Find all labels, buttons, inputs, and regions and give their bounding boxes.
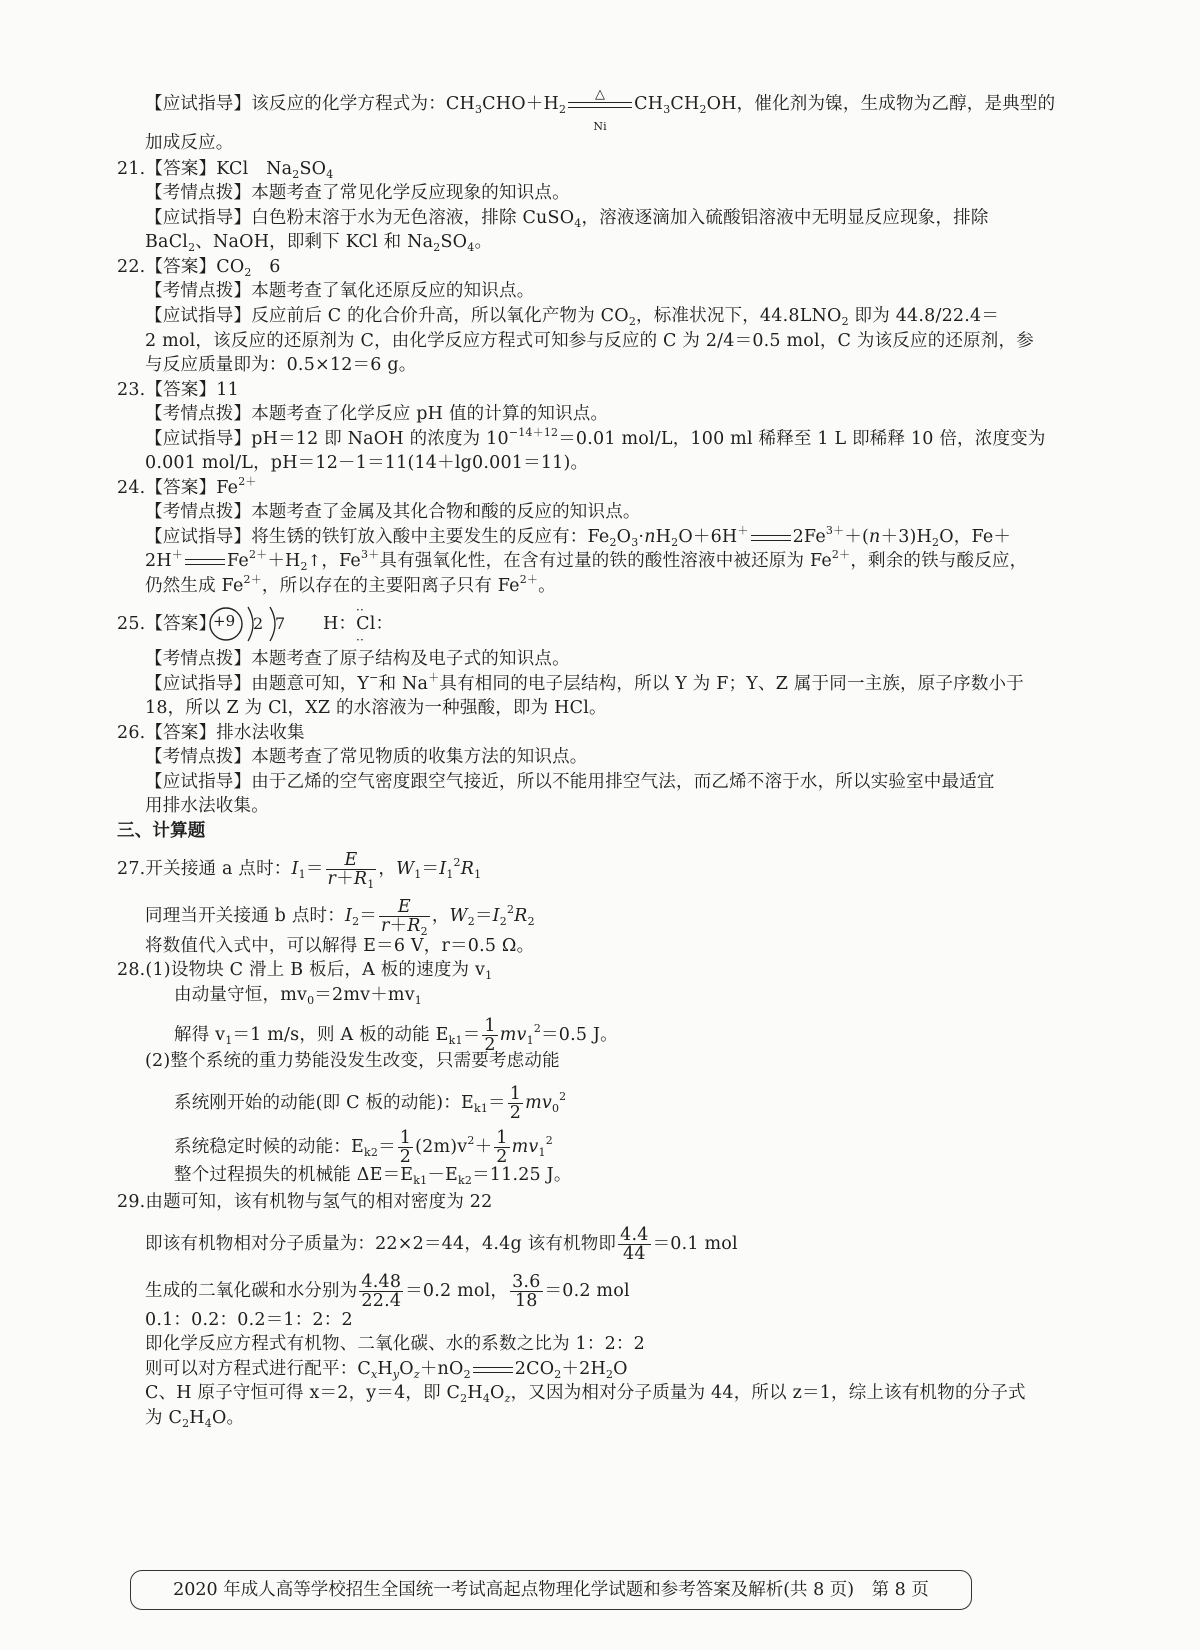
q29-line-1: 29.由题可知，该有机物与氢气的相对密度为 22 (117, 1192, 493, 1212)
equation-equals-sign (473, 1367, 513, 1373)
q26-answer: 26.【答案】排水法收集 (117, 723, 305, 743)
q24-exam-point: 【考情点拨】本题考查了金属及其化合物和酸的反应的知识点。 (145, 502, 641, 522)
top-guide-line-2: 加成反应。 (145, 133, 234, 153)
q28-line-4: (2)整个系统的重力势能没发生改变，只需要考虑动能 (145, 1051, 560, 1071)
q24-guide-1: 【应试指导】将生锈的铁钉放入酸中主要发生的反应有：$Fe_2O_3\cdot nH_2O+6H^+$ $2Fe^{3+}+(n+3)H_2O$，Fe＋ (145, 524, 1012, 549)
q28-line-1: 28.(1)设物块 C 滑上 B 板后，A 板的速度为 $v_1$ (117, 960, 493, 982)
q28-line-7: 整个过程损失的机械能 $\Delta E=E_{k1}-E_{k2}=11.25$ J。 (174, 1165, 572, 1187)
equation-equals-sign (185, 559, 225, 565)
q21-guide-1: 【应试指导】白色粉末溶于水为无色溶液，排除 CuSO$_4$，溶液逐滴加入硫酸铝溶液中无明显反应现象，排除 (145, 208, 989, 230)
q29-line-7: C、H 原子守恒可得 x＝2，y＝4，即 $C_2H_4O_z$，又因为相对分子质量为 44，所以 z＝1，综上该有机物的分子式 (145, 1383, 1026, 1405)
q28-line-5: 系统刚开始的动能(即 C 板的动能)：$E_{k1}=$ $\frac{1}{2}$ $mv_0^2$ (174, 1084, 567, 1123)
q29-line-2: 即该有机物相对分子质量为：22×2＝44，4.4g 该有机物即 $\frac{4.4}{44}$ ＝0.1 mol (145, 1225, 738, 1264)
q21-answer: 21.【答案】KCl $Na_2SO_4$ (117, 159, 334, 181)
q23-guide-1: 【应试指导】pH＝12 即 NaOH 的浓度为 $10^{-14+12}=0.01$ mol/L，100 ml 稀释至 1 L 即稀释 10 倍，浓度变为 (145, 426, 1046, 449)
q22-guide-3: 与反应质量即为：0.5×12＝6 g。 (145, 355, 417, 375)
q26-guide-2: 用排水法收集。 (145, 796, 269, 816)
q22-exam-point: 【考情点拨】本题考查了氧化还原反应的知识点。 (145, 281, 535, 301)
gas-arrow-icon: ↑ (307, 551, 322, 570)
q24-answer: 24.【答案】$Fe^{2+}$ (117, 475, 257, 498)
reaction-condition: △ Ni (566, 93, 634, 117)
q27-line-3: 将数值代入式中，可以解得 E＝6 V，r＝0.5 Ω。 (145, 936, 535, 956)
q22-answer: 22.【答案】$CO_2$ 6 (117, 257, 281, 279)
q27-line-1: 27.开关接通 a 点时：$I_1=$ $\frac{E}{r+R_1}$ ，$W_1=I_1^2R_1$ (117, 850, 482, 891)
equation-equals-sign (751, 535, 791, 541)
q26-guide-1: 【应试指导】由于乙烯的空气密度跟空气接近，所以不能用排空气法，而乙烯不溶于水，所以实验室中最适宜 (145, 772, 995, 792)
shell-1-electrons: 2 (253, 614, 264, 633)
q26-exam-point: 【考情点拨】本题考查了常见物质的收集方法的知识点。 (145, 747, 588, 767)
q21-guide-2: BaCl$_2$、NaOH，即剩下 KCl 和 $Na_2SO_4$。 (145, 232, 493, 254)
q29-line-3: 生成的二氧化碳和水分别为 $\frac{4.48}{22.4}$ ＝0.2 mol， $\frac{3.6}{18}$ ＝0.2 mol (145, 1272, 630, 1311)
q25-guide-2: 18，所以 Z 为 Cl，XZ 的水溶液为一种强酸，即为 HCl。 (145, 698, 607, 718)
electron-dot-formula: H：Cl： (323, 614, 394, 634)
page-footer: 2020 年成人高等学校招生全国统一考试高起点物理化学试题和参考答案及解析(共 8 页) 第 8 页 (130, 1570, 972, 1610)
q29-line-5: 即化学反应方程式有机物、二氧化碳、水的系数之比为 1：2：2 (145, 1334, 645, 1354)
q22-guide-2: 2 mol，该反应的还原剂为 C，由化学反应方程式可知参与反应的 C 为 2/4＝0.5 mol，C 为该反应的还原剂，参 (145, 331, 1034, 351)
q28-line-2: 由动量守恒，$mv_0=2mv+mv_1$ (174, 985, 422, 1007)
q29-line-8: 为 $C_2H_4O$。 (145, 1408, 245, 1430)
electron-dots-top: ·· (356, 603, 365, 617)
q28-line-6: 系统稳定时候的动能：$E_{k2}=$ $\frac{1}{2}$ $(2m)v^2+$ $\frac{1}{2}$ $mv_1^2$ (174, 1128, 553, 1167)
atomic-structure-diagram (206, 602, 296, 646)
q23-exam-point: 【考情点拨】本题考查了化学反应 pH 值的计算的知识点。 (145, 404, 609, 424)
shell-2-electrons: 7 (275, 614, 286, 633)
q21-exam-point: 【考情点拨】本题考查了常见化学反应现象的知识点。 (145, 183, 570, 203)
q25-exam-point: 【考情点拨】本题考查了原子结构及电子式的知识点。 (145, 649, 570, 669)
nucleus-charge: +9 (213, 612, 236, 630)
q25-answer: 25.【答案】 (117, 614, 217, 634)
electron-dots-bottom: ·· (356, 633, 365, 647)
q25-guide-1: 【应试指导】由题意可知，Y−和 Na＋具有相同的电子层结构，所以 Y 为 F；Y、Z 属于同一主族，原子序数小于 (145, 671, 1024, 694)
q28-line-3: 解得 $v_1=1$ m/s，则 A 板的动能 $E_{k1}=$ $\frac{1}{2}$ $mv_1^2=0.5$ J。 (174, 1016, 618, 1055)
q22-guide-1: 【应试指导】反应前后 C 的化合价升高，所以氧化产物为 $CO_2$，标准状况下，$44.8LNO_2$ 即为 44.8/22.4＝ (145, 306, 1000, 328)
q29-line-4: 0.1：0.2：0.2＝1：2：2 (145, 1310, 353, 1330)
q23-answer: 23.【答案】11 (117, 380, 239, 400)
q29-line-6: 则可以对方程式进行配平：$C_xH_yO_z+nO_2$ $2CO_2+2H_2O$ (145, 1359, 628, 1381)
q24-guide-3: 仍然生成 $Fe^{2+}$，所以存在的主要阳离子只有 $Fe^{2+}$。 (145, 573, 556, 596)
q24-guide-2: 2H＋ $Fe^{2+}+H_2↑$，$Fe^{3+}$具有强氧化性，在含有过量的铁的酸性溶液中被还原为 $Fe^{2+}$，剩余的铁与酸反应， (145, 548, 1028, 573)
q23-guide-2: 0.001 mol/L，pH＝12－1＝11(14＋lg0.001＝11)。 (145, 453, 589, 473)
top-guide-line: 【应试指导】该反应的化学方程式为：$CH_3CHO+H_2$ △ Ni $CH_3CH_2OH$，催化剂为镍，生成物为乙醇，是典型的 (145, 86, 1056, 133)
section-title: 三、计算题 (117, 821, 206, 841)
q27-line-2: 同理当开关接通 b 点时：$I_2=$ $\frac{E}{r+R_2}$ ，$W_2=I_2^2R_2$ (145, 897, 535, 938)
